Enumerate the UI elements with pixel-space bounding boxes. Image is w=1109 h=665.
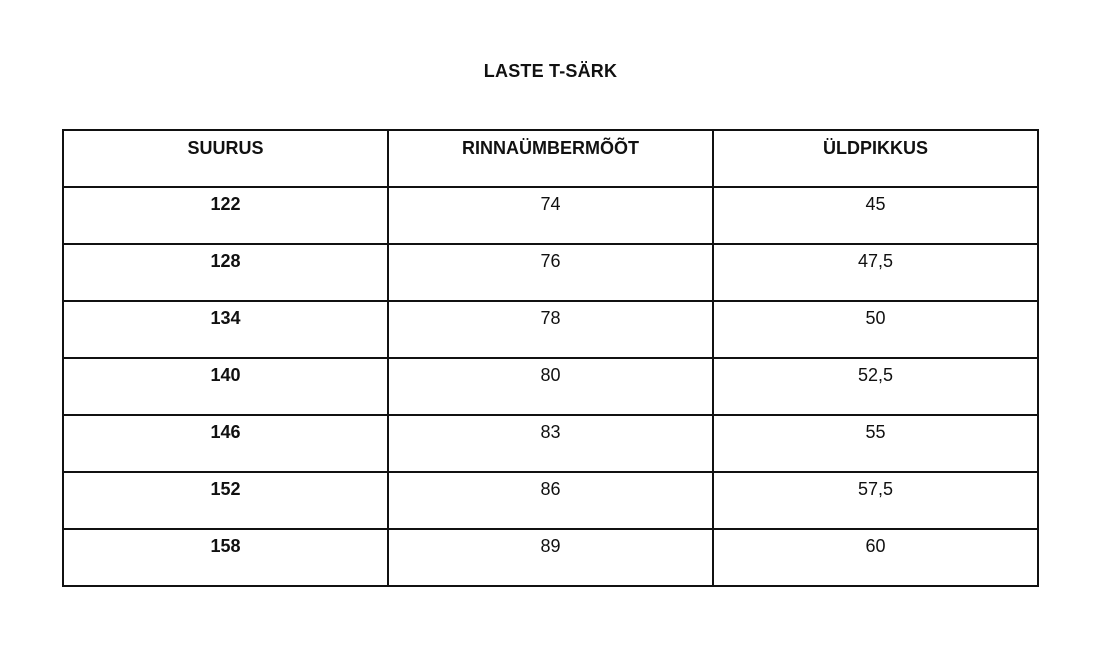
cell-size: 134 <box>63 301 388 358</box>
cell-length: 52,5 <box>713 358 1038 415</box>
table-row <box>63 529 1038 586</box>
table-row <box>63 187 1038 244</box>
cell-size: 158 <box>63 529 388 586</box>
cell-length: 55 <box>713 415 1038 472</box>
page-title: LASTE T-SÄRK <box>483 61 618 81</box>
cell-size: 146 <box>63 415 388 472</box>
cell-length: 60 <box>713 529 1038 586</box>
cell-length: 47,5 <box>713 244 1038 301</box>
cell-chest: 80 <box>388 358 713 415</box>
cell-size: 140 <box>63 358 388 415</box>
table-row <box>63 472 1038 529</box>
header-total-length: ÜLDPIKKUS <box>713 130 1038 187</box>
table-row <box>63 301 1038 358</box>
cell-length: 57,5 <box>713 472 1038 529</box>
size-chart-table <box>62 129 1039 587</box>
table-row <box>63 244 1038 301</box>
cell-length: 45 <box>713 187 1038 244</box>
table-header-row <box>63 130 1038 187</box>
header-size: SUURUS <box>63 130 388 187</box>
cell-chest: 89 <box>388 529 713 586</box>
cell-chest: 86 <box>388 472 713 529</box>
cell-chest: 76 <box>388 244 713 301</box>
cell-length: 50 <box>713 301 1038 358</box>
table-row <box>63 415 1038 472</box>
cell-size: 152 <box>63 472 388 529</box>
cell-chest: 78 <box>388 301 713 358</box>
cell-size: 128 <box>63 244 388 301</box>
header-chest-circumference: RINNAÜMBERMÕÕT <box>388 130 713 187</box>
cell-size: 122 <box>63 187 388 244</box>
cell-chest: 83 <box>388 415 713 472</box>
cell-chest: 74 <box>388 187 713 244</box>
table-row <box>63 358 1038 415</box>
